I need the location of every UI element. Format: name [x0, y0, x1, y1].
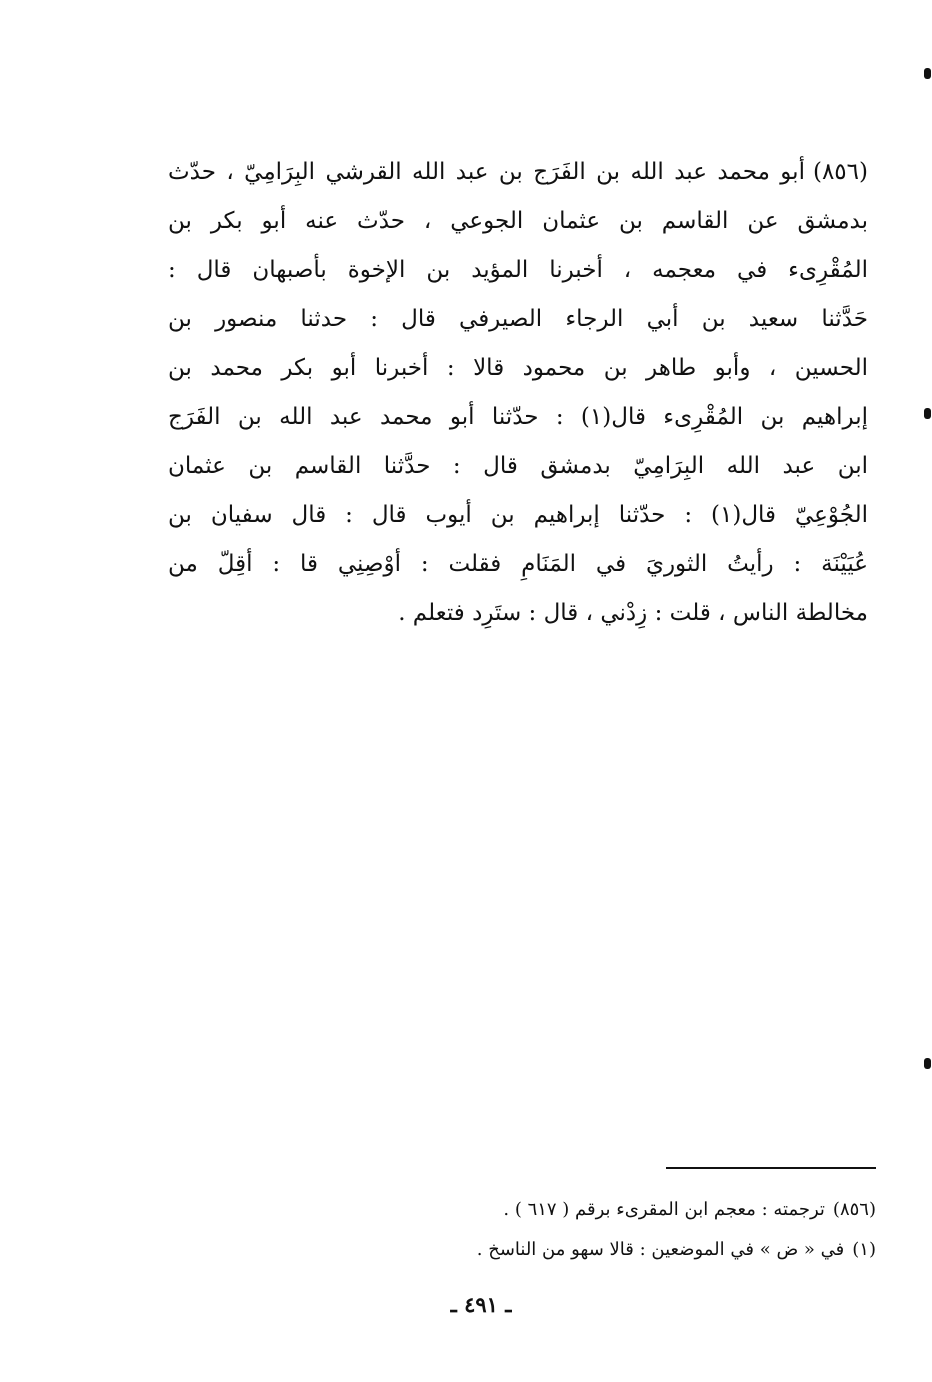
- footnote-divider: [666, 1167, 876, 1169]
- entry-line-3: المُقْرِىء في معجمه ، أخبرنا المؤيد بن الإخوة بأصبهان قال :: [168, 257, 868, 283]
- footnote-1: [300, 1230, 876, 1270]
- entry-number: (٨٥٦): [812, 159, 868, 185]
- entry-line-10: مخالطة الناس ، قلت : زِدْني ، قال : ستَرِد فتعلم .: [398, 600, 868, 626]
- footnote-text: ترجمته : معجم ابن المقرىء برقم ( ٦١٧ ) .: [503, 1199, 825, 1220]
- entry-line-2: بدمشق عن القاسم بن عثمان الجوعي ، حدّث عنه أبو بكر بن: [168, 208, 868, 234]
- footnote-text: في « ض » في الموضعين : قالا سهو من الناسخ .: [476, 1239, 845, 1260]
- footnote-number: (٨٥٦): [832, 1199, 876, 1220]
- footnote-number: (١): [852, 1239, 876, 1260]
- margin-mark-middle: [924, 408, 931, 419]
- entry-line-6: إبراهيم بن المُقْرِىء قال(١) : حدّثنا أبو محمد عبد الله بن الفَرَج: [168, 404, 868, 430]
- margin-mark-bottom: [924, 1058, 931, 1069]
- entry-line-5: الحسين ، وأبو طاهر بن محمود قالا : أخبرنا أبو بكر محمد بن: [168, 355, 868, 381]
- entry-line-8: الجُوْعِيّ قال(١) : حدّثنا إبراهيم بن أيوب قال : قال سفيان بن: [168, 502, 868, 528]
- margin-mark-top: [924, 68, 931, 79]
- entry-line-7: ابن عبد الله البِرَامِيّ بدمشق قال : حدَّثنا القاسم بن عثمان: [168, 453, 868, 479]
- entry-line-1: [168, 148, 868, 197]
- entry-line-1-text: أبو محمد عبد الله بن الفَرَج بن عبد الله القرشي البِرَامِيّ ، حدّث: [168, 159, 805, 185]
- entry-text: [168, 148, 868, 638]
- entry-line-9: عُيَيْنَة : رأيتُ الثوريَ في المَنَامِ فقلت : أوْصِنِي قا : أقِلّ من: [168, 551, 868, 577]
- entry-line-4: حَدَّثنا سعيد بن أبي الرجاء الصيرفي قال : حدثنا منصور بن: [168, 306, 868, 332]
- footnotes: [300, 1190, 876, 1270]
- page-number: ـ ٤٩١ ـ: [450, 1292, 512, 1317]
- footnote-entry-856: [300, 1190, 876, 1230]
